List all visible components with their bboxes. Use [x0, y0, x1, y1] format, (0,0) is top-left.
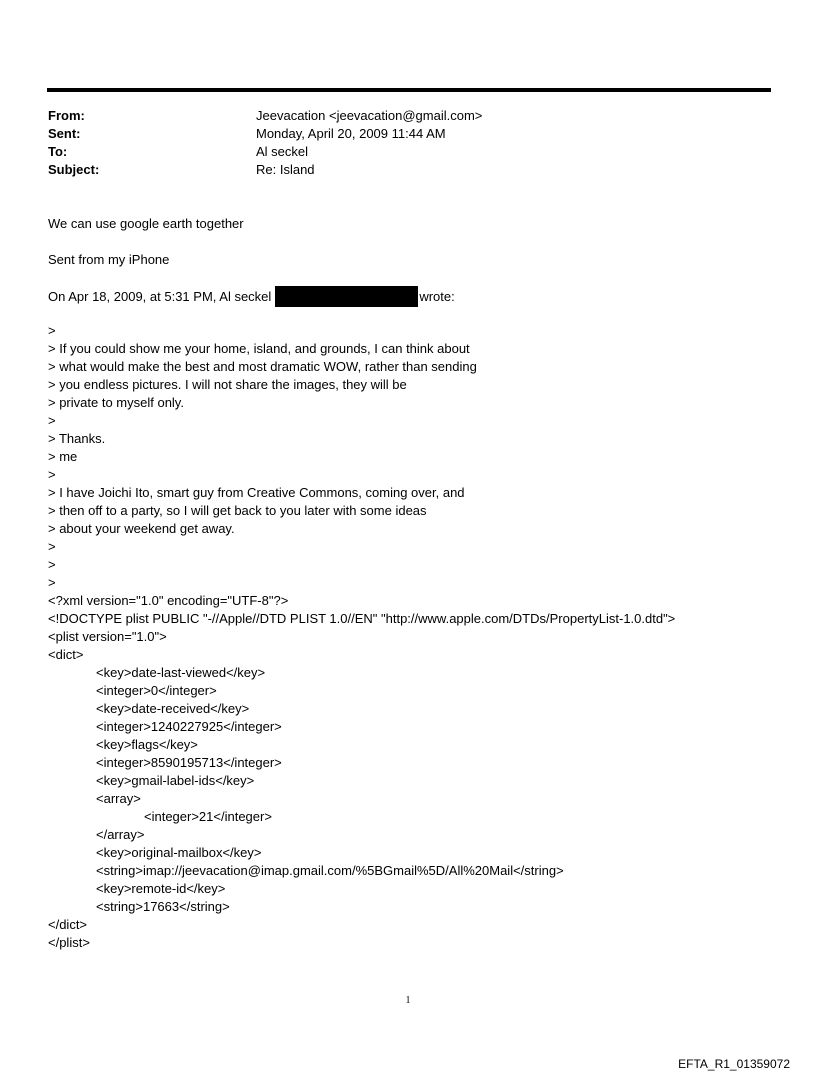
quoted-line: > then off to a party, so I will get back to you later with some ideas [48, 503, 427, 518]
xml-line: <key>date-received</key> [96, 701, 250, 716]
xml-line: <integer>8590195713</integer> [96, 755, 282, 770]
to-label: To: [48, 144, 68, 159]
xml-line: <integer>21</integer> [144, 809, 272, 824]
quoted-line: > Thanks. [48, 431, 106, 446]
sent-value: Monday, April 20, 2009 11:44 AM [256, 126, 446, 141]
quoted-line: > If you could show me your home, island, and grounds, I can think about [48, 341, 470, 356]
quote-intro-post: wrote: [419, 288, 455, 304]
xml-line: <dict> [48, 647, 84, 662]
quoted-line: > [48, 413, 56, 428]
xml-line: <?xml version="1.0" encoding="UTF-8"?> [48, 593, 289, 608]
xml-line: <string>17663</string> [96, 899, 230, 914]
quoted-line: > [48, 557, 56, 572]
quoted-line: > private to myself only. [48, 395, 184, 410]
quoted-line: > you endless pictures. I will not share the images, they will be [48, 377, 407, 392]
quoted-line: > [48, 467, 56, 482]
page-number: 1 [405, 995, 411, 1006]
xml-line: <integer>0</integer> [96, 683, 217, 698]
xml-line: </array> [96, 827, 145, 842]
quoted-line: > about your weekend get away. [48, 521, 235, 536]
xml-line: <key>remote-id</key> [96, 881, 226, 896]
xml-line: </plist> [48, 935, 90, 950]
xml-line: <integer>1240227925</integer> [96, 719, 282, 734]
signature-line: Sent from my iPhone [48, 252, 170, 267]
from-value: Jeevacation <jeevacation@gmail.com> [256, 108, 483, 123]
quote-intro-pre: On Apr 18, 2009, at 5:31 PM, Al seckel [48, 288, 272, 304]
redaction-box [275, 286, 418, 307]
quoted-line: > [48, 539, 56, 554]
xml-line: <key>gmail-label-ids</key> [96, 773, 255, 788]
xml-line: <key>original-mailbox</key> [96, 845, 262, 860]
xml-line: <array> [96, 791, 141, 806]
quoted-line: > [48, 323, 56, 338]
quote-intro [48, 287, 455, 308]
quoted-line: > [48, 575, 56, 590]
xml-line: </dict> [48, 917, 88, 932]
xml-line: <!DOCTYPE plist PUBLIC "-//Apple//DTD PLIST 1.0//EN" "http://www.apple.com/DTDs/PropertyList-1.0.dtd"> [48, 611, 676, 626]
from-label: From: [48, 108, 85, 123]
xml-line: <string>imap://jeevacation@imap.gmail.com/%5BGmail%5D/All%20Mail</string> [96, 863, 564, 878]
to-value: Al seckel [256, 144, 309, 159]
quoted-line: > I have Joichi Ito, smart guy from Creative Commons, coming over, and [48, 485, 465, 500]
xml-line: <plist version="1.0"> [48, 629, 167, 644]
quoted-line: > what would make the best and most dramatic WOW, rather than sending [48, 359, 477, 374]
body-line: We can use google earth together [48, 216, 244, 231]
subject-value: Re: Island [256, 162, 315, 177]
xml-line: <key>flags</key> [96, 737, 198, 752]
quoted-line: > me [48, 449, 78, 464]
xml-line: <key>date-last-viewed</key> [96, 665, 266, 680]
document-id: EFTA_R1_01359072 [678, 1057, 790, 1071]
subject-label: Subject: [48, 162, 100, 177]
sent-label: Sent: [48, 126, 81, 141]
header-rule [47, 88, 771, 92]
